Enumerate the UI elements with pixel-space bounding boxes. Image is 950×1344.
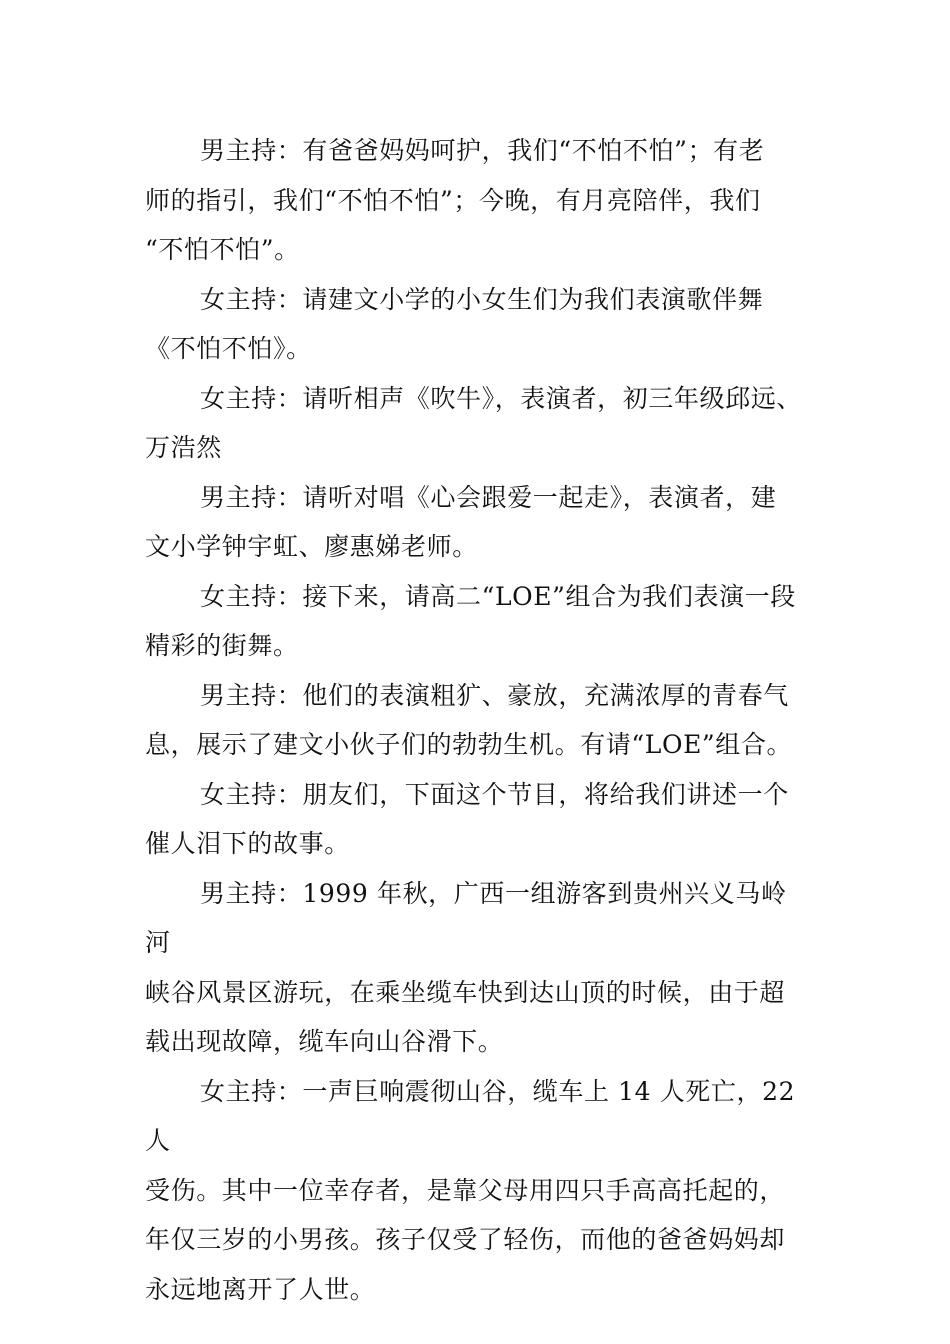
paragraph-line: 女主持：请听相声《吹牛》，表演者，初三年级邱远、: [200, 383, 802, 413]
paragraph-line: 载出现故障，缆车向山谷滑下。: [145, 1027, 504, 1056]
paragraph-line: 息，展示了建文小伙子们的勃勃生机。有请“LOE”组合。: [145, 730, 793, 759]
paragraph-line: 男主持：他们的表演粗犷、豪放，充满浓厚的青春气: [200, 680, 789, 710]
paragraph-line: 师的指引，我们“不怕不怕”；今晚，有月亮陪伴，我们: [145, 185, 761, 215]
paragraph-line: 文小学钟宇虹、廖惠娣老师。: [145, 532, 478, 561]
paragraph-line: 《不怕不怕》。: [145, 334, 312, 363]
paragraph-line: 女主持：接下来，请高二“LOE”组合为我们表演一段: [200, 581, 796, 611]
paragraph-1: [145, 126, 810, 275]
paragraph-7: [145, 770, 810, 869]
paragraph-line: 催人泪下的故事。: [145, 829, 350, 858]
paragraph-line: 受伤。其中一位幸存者，是靠父母用四只手高高托起的，: [145, 1175, 786, 1205]
paragraph-3: [145, 374, 810, 473]
paragraph-line: 万浩然: [145, 433, 222, 462]
paragraph-9: [145, 1067, 810, 1315]
document-body: [145, 126, 810, 1314]
paragraph-line: 女主持：一声巨响震彻山谷，缆车上 14 人死亡，22 人: [145, 1076, 796, 1155]
paragraph-line: 男主持：请听对唱《心会跟爱一起走》，表演者，建: [200, 482, 777, 512]
paragraph-8: [145, 869, 810, 1067]
paragraph-5: [145, 572, 810, 671]
paragraph-6: [145, 671, 810, 770]
paragraph-line: 女主持：请建文小学的小女生们为我们表演歌伴舞: [200, 284, 764, 314]
paragraph-line: 永远地离开了人世。: [145, 1274, 376, 1304]
paragraph-line: 男主持：有爸爸妈妈呵护，我们“不怕不怕”；有老: [200, 136, 765, 165]
paragraph-line: “不怕不怕”。: [145, 235, 300, 264]
paragraph-line: 精彩的街舞。: [145, 631, 299, 660]
paragraph-line: 年仅三岁的小男孩。孩子仅受了轻伤，而他的爸爸妈妈却: [145, 1225, 786, 1254]
paragraph-2: [145, 275, 810, 374]
paragraph-line: 女主持：朋友们，下面这个节目，将给我们讲述一个: [200, 779, 789, 809]
paragraph-4: [145, 473, 810, 572]
paragraph-line: 男主持：1999 年秋，广西一组游客到贵州兴义马岭河: [145, 878, 787, 957]
paragraph-line: 峡谷风景区游玩，在乘坐缆车快到达山顶的时候，由于超: [145, 977, 786, 1007]
